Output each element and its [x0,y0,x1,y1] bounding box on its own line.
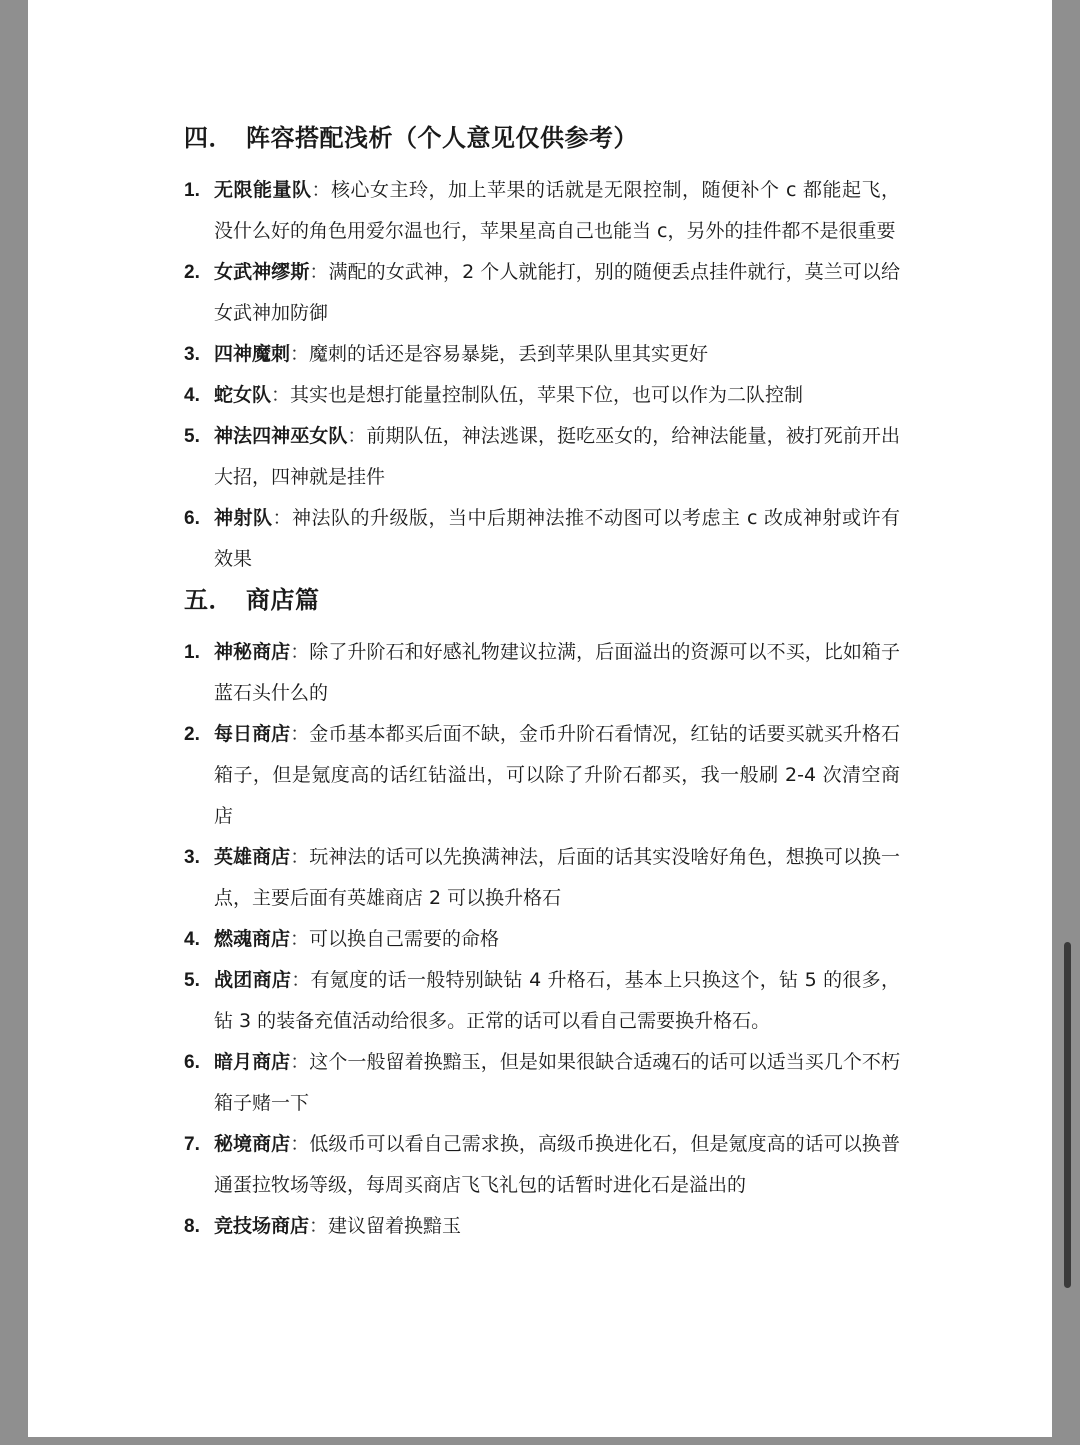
section-number: 四． [184,124,233,152]
item-separator: ： [290,343,310,365]
item-separator: ： [290,1051,310,1073]
item-number: 6. [184,1052,200,1073]
list-item [184,632,900,714]
list-item [184,1042,900,1124]
item-text: 这个一般留着换黯玉，但是如果很缺合适魂石的话可以适当买几个不朽箱子赌一下 [214,1051,900,1114]
item-text: 低级币可以看自己需求换，高级币换进化石，但是氪度高的话可以换普通蛋拉牧场等级，每周买商店飞飞礼包的话暂时进化石是溢出的 [214,1133,900,1196]
section-heading-shop [184,580,900,620]
section-title: 阵容搭配浅析（个人意见仅供参考） [246,124,638,152]
item-number: 2. [184,262,200,283]
item-text: 神法队的升级版，当中后期神法推不动图可以考虑主 c 改成神射或许有效果 [214,507,900,570]
item-term: 女武神缪斯 [214,261,310,283]
item-separator: ： [290,723,310,745]
item-separator: ： [290,1133,310,1155]
item-number: 5. [184,970,200,991]
lineup-list [184,170,900,580]
list-item [184,714,900,837]
item-separator: ： [309,1215,329,1237]
item-separator: ： [291,969,311,991]
item-term: 英雄商店 [214,846,291,868]
item-number: 4. [184,385,200,406]
item-separator: ： [309,261,329,283]
item-text: 建议留着换黯玉 [328,1215,462,1237]
list-item [184,1124,900,1206]
list-item [184,498,900,580]
item-term: 每日商店 [214,723,291,745]
item-term: 神法四神巫女队 [214,425,348,447]
item-separator: ： [290,928,310,950]
item-text: 可以换自己需要的命格 [309,928,500,950]
item-number: 6. [184,508,200,529]
item-separator: ： [290,846,310,868]
list-item [184,960,900,1042]
document-content [184,118,900,1247]
item-text: 魔刺的话还是容易暴毙，丢到苹果队里其实更好 [309,343,709,365]
item-separator: ： [347,425,367,447]
item-number: 8. [184,1216,200,1237]
item-text: 核心女主玲，加上苹果的话就是无限控制，随便补个 c 都能起飞，没什么好的角色用爱尔温也行，苹果星高自己也能当 c，另外的挂件都不是很重要 [214,179,900,242]
item-separator: ： [272,507,292,529]
item-term: 燃魂商店 [214,928,291,950]
item-text: 金币基本都买后面不缺，金币升阶石看情况，红钻的话要买就买升格石箱子，但是氪度高的话红钻溢出，可以除了升阶石都买，我一般刷 2-4 次清空商店 [214,723,900,827]
item-term: 竞技场商店 [214,1215,310,1237]
list-item [184,416,900,498]
item-separator: ： [290,641,310,663]
item-text: 除了升阶石和好感礼物建议拉满，后面溢出的资源可以不买，比如箱子蓝石头什么的 [214,641,900,704]
list-item [184,334,900,375]
item-separator: ： [311,179,331,201]
item-term: 神秘商店 [214,641,291,663]
item-number: 4. [184,929,200,950]
list-item [184,252,900,334]
item-term: 蛇女队 [214,384,272,406]
section-number: 五． [184,586,233,614]
item-number: 1. [184,642,200,663]
item-term: 战团商店 [214,969,292,991]
item-text: 前期队伍，神法逃课，挺吃巫女的，给神法能量，被打死前开出大招，四神就是挂件 [214,425,900,488]
list-item [184,170,900,252]
item-number: 2. [184,724,200,745]
item-term: 暗月商店 [214,1051,291,1073]
item-separator: ： [271,384,291,406]
list-item [184,837,900,919]
item-text: 满配的女武神，2 个人就能打，别的随便丢点挂件就行，莫兰可以给女武神加防御 [214,261,900,324]
shop-list [184,632,900,1247]
item-term: 神射队 [214,507,273,529]
item-number: 5. [184,426,200,447]
item-term: 四神魔刺 [214,343,291,365]
item-number: 3. [184,847,200,868]
section-title: 商店篇 [246,586,320,614]
section-heading-lineup [184,118,900,158]
list-item [184,1206,900,1247]
list-item [184,375,900,416]
item-text: 有氪度的话一般特别缺钻 4 升格石，基本上只换这个，钻 5 的很多，钻 3 的装备充值活动给很多。正常的话可以看自己需要换升格石。 [214,969,900,1032]
item-number: 1. [184,180,200,201]
item-text: 玩神法的话可以先换满神法，后面的话其实没啥好角色，想换可以换一点，主要后面有英雄商店 2 可以换升格石 [214,846,900,909]
item-text: 其实也是想打能量控制队伍，苹果下位，也可以作为二队控制 [290,384,804,406]
list-item [184,919,900,960]
item-term: 秘境商店 [214,1133,291,1155]
item-number: 7. [184,1134,200,1155]
item-number: 3. [184,344,200,365]
vertical-scrollbar[interactable] [1064,942,1071,1288]
item-term: 无限能量队 [214,179,312,201]
